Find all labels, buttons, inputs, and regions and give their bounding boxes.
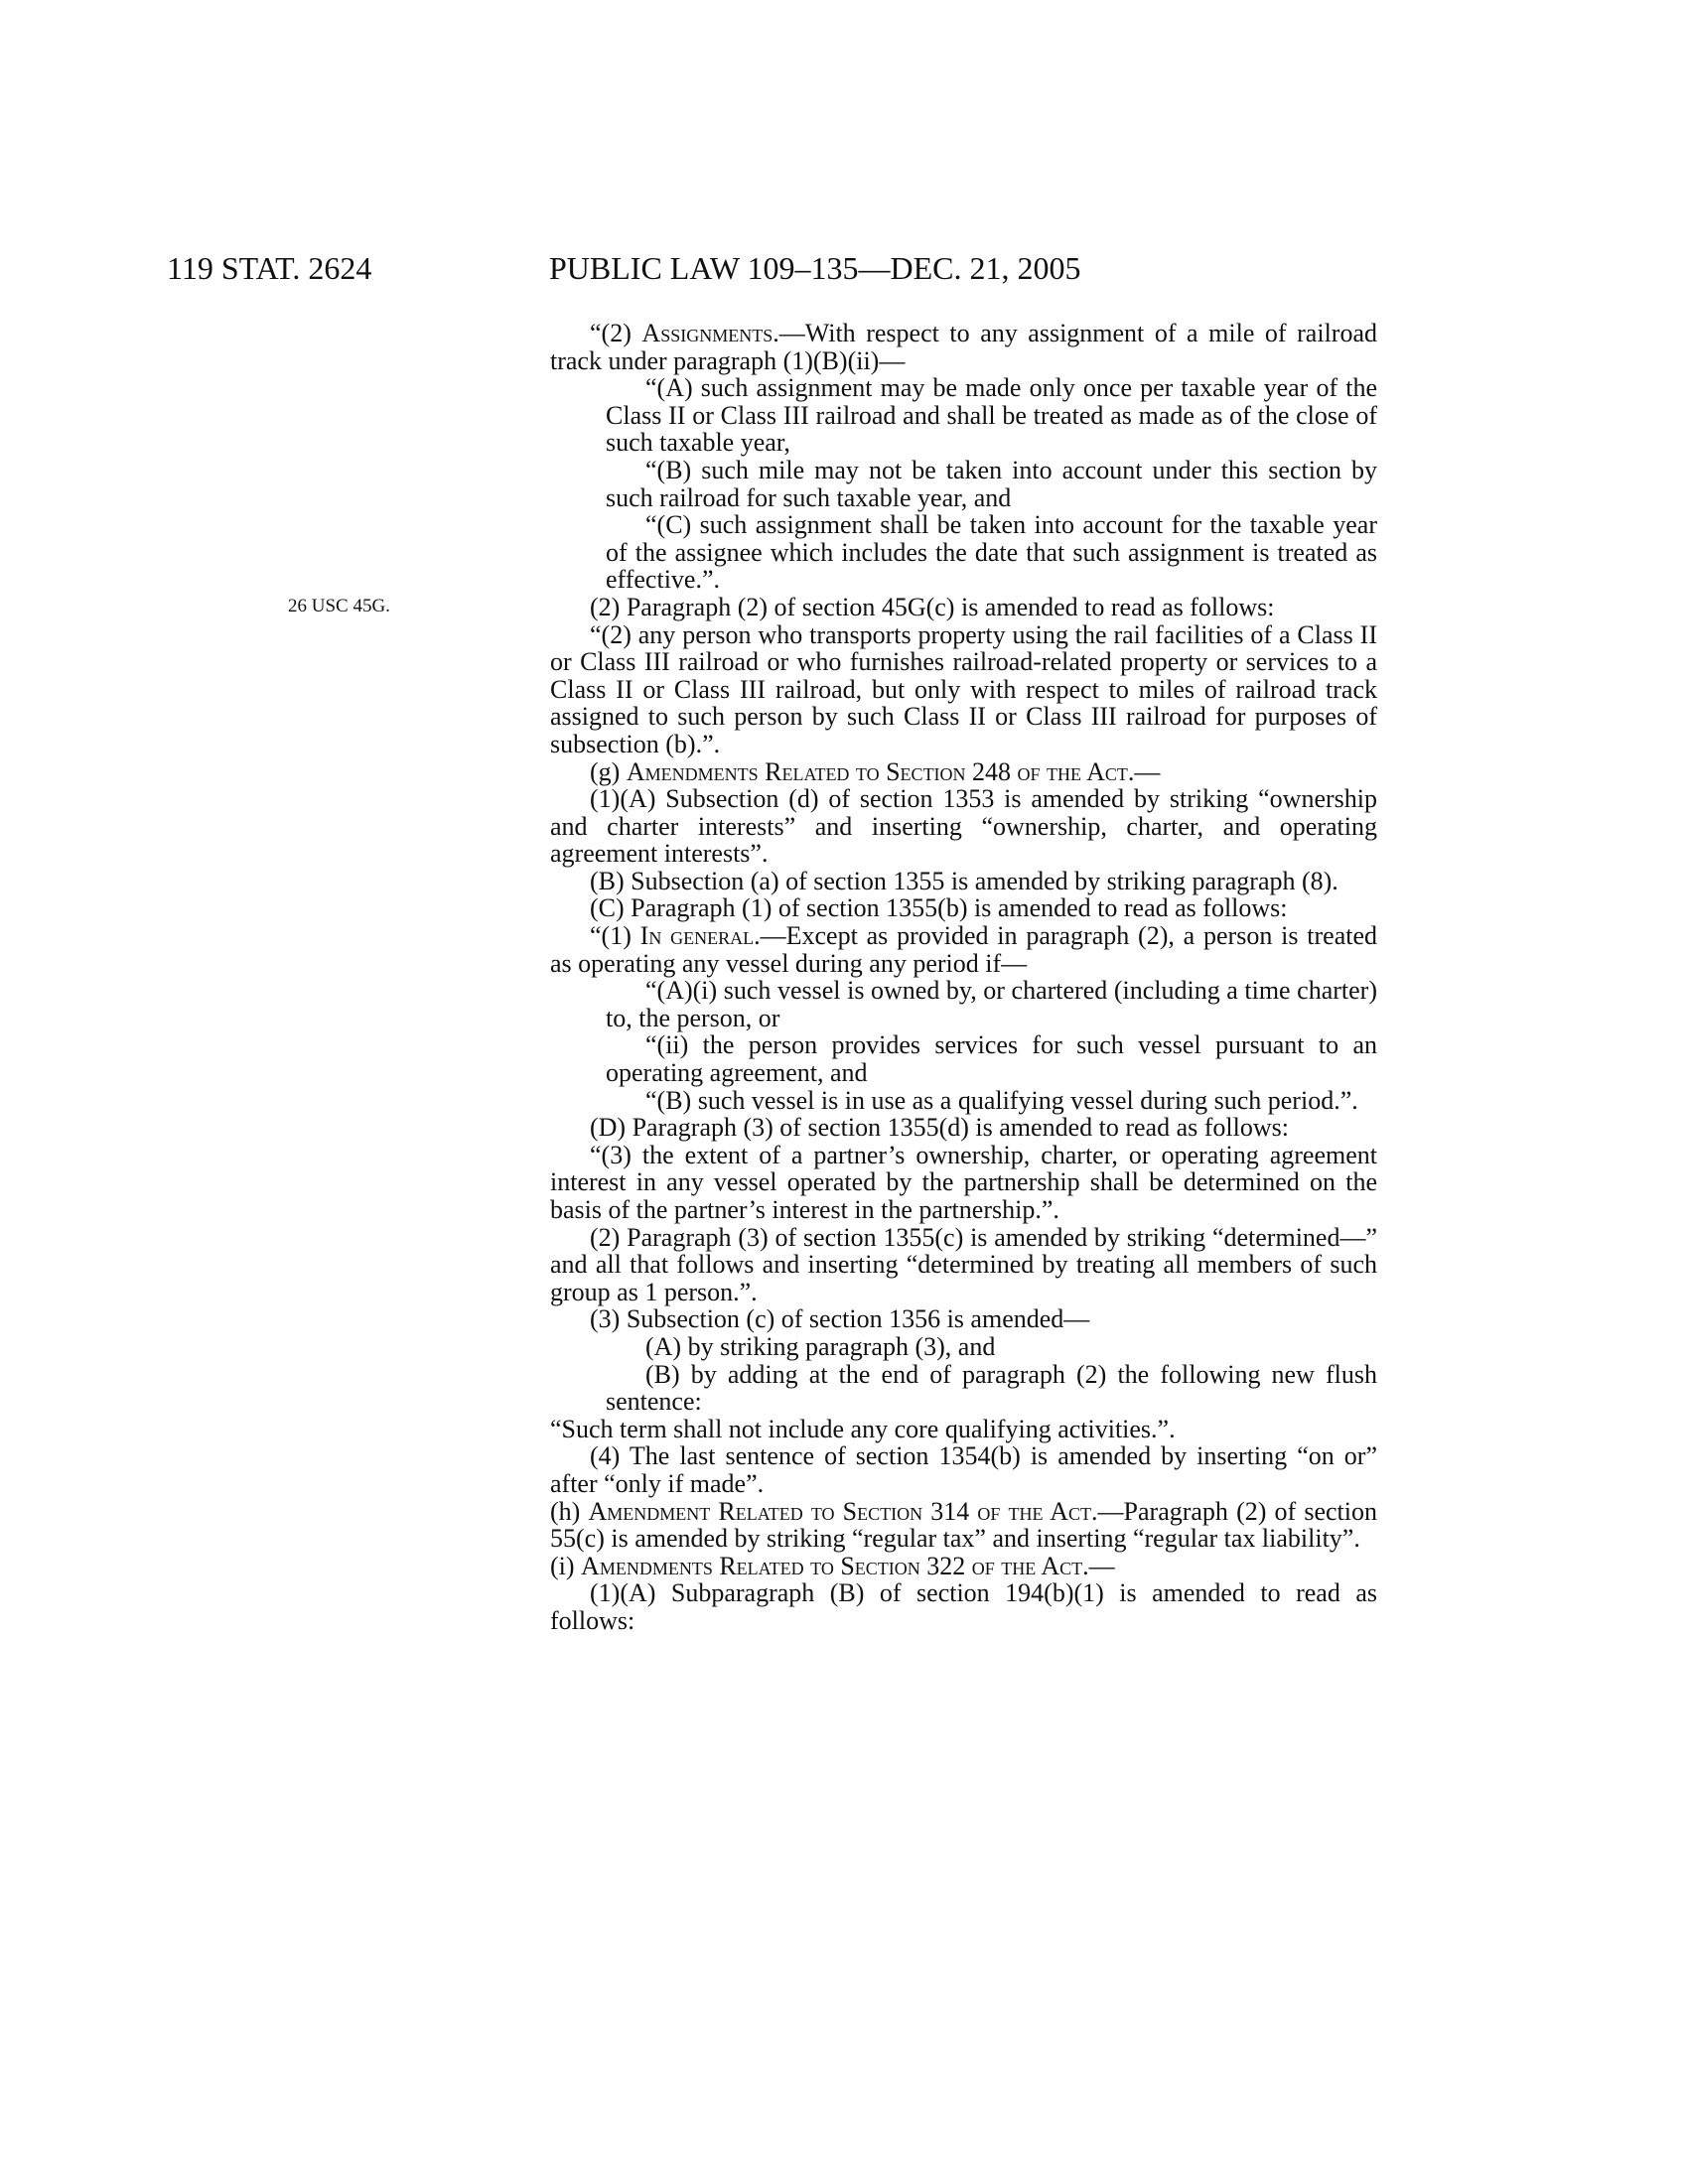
paragraph-g-3: (3) Subsection (c) of section 1356 is amended— (590, 1304, 1090, 1334)
paragraph-45g-text: “(2) any person who transports property using the rail facilities of a Class II or Class III railroad or who furnishes railroad-related property or services to a Class II or Class III railroad, but only with respect to miles of railroad track assigned to such person by such Class II or Class III railroad for purposes of subsection (b).”. (550, 619, 1377, 758)
paragraph-text: .—Paragraph (2) of section 55(c) is amended by striking “regular tax” and inserting “regular tax liability”. (550, 1496, 1377, 1554)
paragraph-text: .—With respect to any assignment of a mile of railroad track under paragraph (1)(B)(ii)— (550, 319, 1377, 375)
page-stat-number: 119 STAT. 2624 (167, 250, 372, 286)
paragraph-heading: In general (639, 921, 755, 951)
paragraph-in-general-b: “(B) such vessel is in use as a qualifying vessel during such period.”. (645, 1085, 1358, 1115)
paragraph-in-general-ii: “(ii) the person provides services for such vessel pursuant to an operating agreement, and (606, 1030, 1377, 1088)
paragraph-g-1d: (D) Paragraph (3) of section 1355(d) is amended to read as follows: (590, 1113, 1289, 1143)
paragraph-lead: (g) (590, 756, 627, 786)
paragraph-in-general-ai: “(A)(i) such vessel is owned by, or chartered (including a time charter) to, the person, or (606, 976, 1377, 1032)
paragraph-lead: (i) (550, 1551, 582, 1580)
paragraph-assignments-a: “(A) such assignment may be made only once per taxable year of the Class II or Class III railroad and shall be treated as made as of the close of such taxable year, (606, 373, 1377, 458)
margin-note-citation: 26 USC 45G. (288, 596, 390, 616)
paragraph-lead: “(1) (590, 921, 640, 951)
paragraph-heading: Amendments Related to Section 322 of the Act (581, 1551, 1083, 1580)
paragraph-g-1a: (1)(A) Subsection (d) of section 1353 is amended by striking “ownership and charter interests” and inserting “ownership, charter, and operating agreement interests”. (550, 784, 1377, 869)
paragraph-assignments (550, 320, 1377, 374)
paragraph-partner-interest: “(3) the extent of a partner’s ownership, charter, or operating agreement interest in any vessel operated by the partnership shall be determined on the basis of the partner’s interest in the partnership.”. (550, 1140, 1377, 1224)
paragraph-in-general (550, 922, 1377, 977)
subsection-g-heading (550, 758, 1377, 786)
paragraph-g-3a: (A) by striking paragraph (3), and (645, 1331, 996, 1361)
statute-body (550, 320, 1377, 1635)
paragraph-lead: (h) (550, 1496, 589, 1526)
paragraph-i-1a: (1)(A) Subparagraph (B) of section 194(b)(1) is amended to read as follows: (550, 1578, 1377, 1635)
paragraph-g-1c: (C) Paragraph (1) of section 1355(b) is amended to read as follows: (590, 893, 1288, 923)
paragraph-assignments-c: “(C) such assignment shall be taken into account for the taxable year of the assignee which includes the date that such assignment is treated as effective.”. (606, 510, 1377, 595)
paragraph-flush-sentence: “Such term shall not include any core qualifying activities.”. (550, 1414, 1176, 1443)
paragraph-g-2: (2) Paragraph (3) of section 1355(c) is amended by striking “determined—” and all that follows and inserting “determined by treating all members of such group as 1 person.”. (550, 1222, 1377, 1306)
paragraph-g-1b: (B) Subsection (a) of section 1355 is amended by striking paragraph (8). (590, 866, 1338, 895)
paragraph-text: .—Except as provided in paragraph (2), a person is treated as operating any vessel during any period if— (550, 921, 1378, 978)
paragraph-g-3b: (B) by adding at the end of paragraph (2) the following new flush sentence: (606, 1359, 1377, 1417)
subsection-i-heading (550, 1553, 1377, 1580)
running-header: PUBLIC LAW 109–135—DEC. 21, 2005 (549, 250, 1081, 286)
subsection-h (550, 1498, 1377, 1553)
paragraph-heading: Amendment Related to Section 314 of the Act (588, 1496, 1092, 1526)
paragraph-45g-amendment: (2) Paragraph (2) of section 45G(c) is amended to read as follows: (590, 592, 1275, 621)
paragraph-heading: Assignments (641, 319, 774, 347)
paragraph-assignments-b: “(B) such mile may not be taken into account under this section by such railroad for such taxable year, and (606, 455, 1377, 512)
paragraph-text: .— (1127, 756, 1161, 786)
paragraph-heading: Amendments Related to Section 248 of the Act (626, 756, 1128, 786)
paragraph-lead: “(2) (590, 319, 642, 347)
paragraph-g-4: (4) The last sentence of section 1354(b) is amended by inserting “on or” after “only if made”. (550, 1441, 1377, 1498)
paragraph-text: .— (1082, 1551, 1115, 1580)
